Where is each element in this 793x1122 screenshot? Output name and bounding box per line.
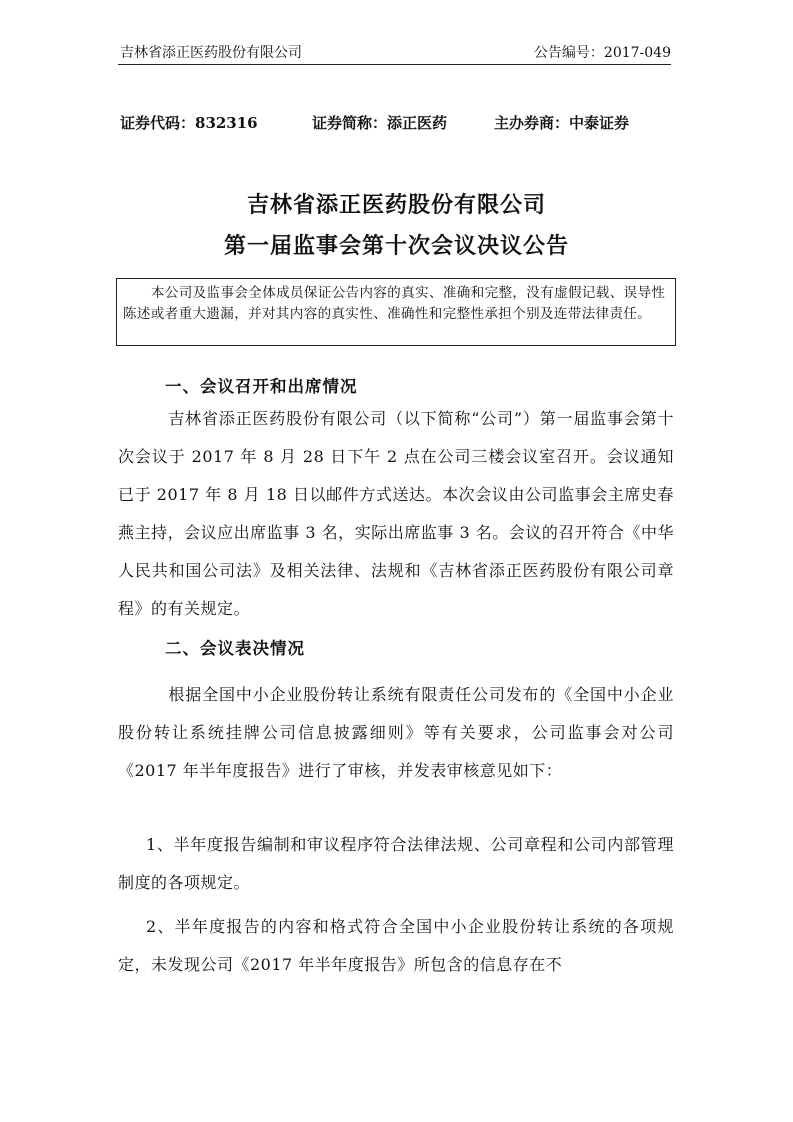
meeting-paragraph: 吉林省添正医药股份有限公司（以下简称“公司”）第一届监事会第十次会议于 2017 年 8 月 28 日下午 2 点在公司三楼会议室召开。会议通知已于 2017 年 8 月 18 日以邮件方式送达。本次会议由公司监事会主席史春燕主持，会议应出席监事 3 名，实际出席监事 3 名。会议的召开符合《中华人民共和国公司法》及相关法律、法规和《吉林省添正医药股份有限公司章程》的有关规定。 xyxy=(118,409,674,618)
section-heading-voting: 二、会议表决情况 xyxy=(165,639,305,658)
section-body-meeting xyxy=(118,400,674,628)
page-header xyxy=(118,40,671,65)
securities-name: 证券简称：添正医药 xyxy=(312,114,448,132)
disclaimer-text: 本公司及监事会全体成员保证公告内容的真实、准确和完整，没有虚假记载、误导性陈述或者重大遗漏，并对其内容的真实性、准确性和完整性承担个别及连带法律责任。 xyxy=(123,285,666,322)
section-heading-meeting: 一、会议召开和出席情况 xyxy=(165,377,358,396)
securities-code: 证券代码：832316 xyxy=(120,114,258,132)
header-company-name: 吉林省添正医药股份有限公司 xyxy=(120,45,302,61)
opinion-item-2 xyxy=(118,908,674,984)
title-announcement: 第一届监事会第十次会议决议公告 xyxy=(223,233,569,259)
securities-broker: 主办券商：中泰证券 xyxy=(494,114,630,132)
opinion-item-1 xyxy=(118,826,674,902)
title-company: 吉林省添正医药股份有限公司 xyxy=(246,192,546,218)
disclaimer-box xyxy=(116,278,676,346)
opinion-item-2-text: 2、半年度报告的内容和格式符合全国中小企业股份转让系统的各项规定，未发现公司《2017 年半年度报告》所包含的信息存在不 xyxy=(118,917,674,974)
opinion-item-1-text: 1、半年度报告编制和审议程序符合法律法规、公司章程和公司内部管理制度的各项规定。 xyxy=(118,835,674,892)
header-announcement-number: 公告编号：2017-049 xyxy=(533,45,671,61)
section-body-voting xyxy=(118,676,674,790)
voting-paragraph: 根据全国中小企业股份转让系统有限责任公司发布的《全国中小企业股份转让系统挂牌公司信息披露细则》等有关要求，公司监事会对公司《2017 年半年度报告》进行了审核，并发表审核意见如下： xyxy=(118,685,674,780)
